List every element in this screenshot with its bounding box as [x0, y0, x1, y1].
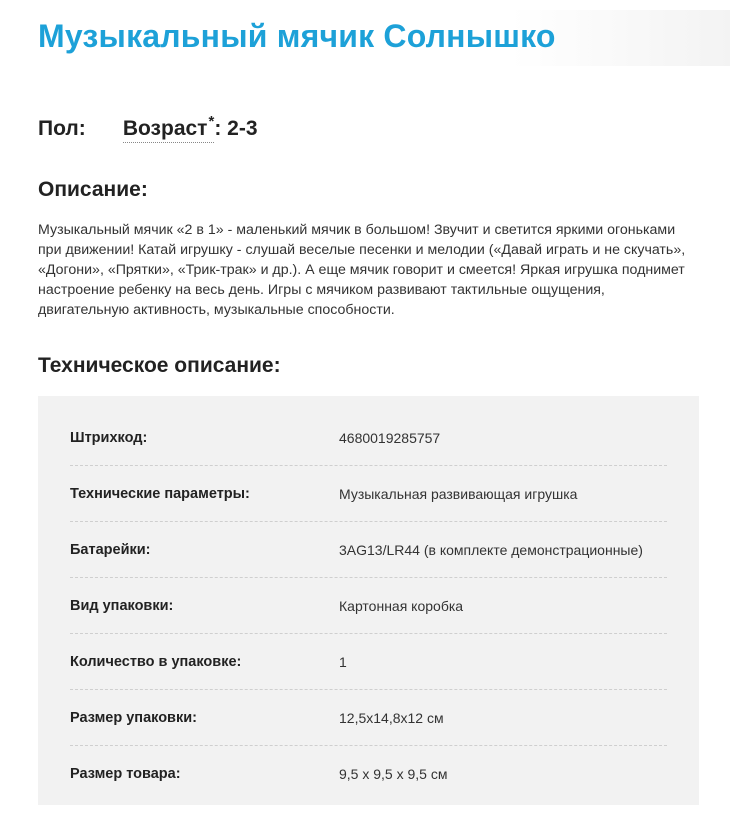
- spec-label: Технические параметры:: [70, 486, 250, 502]
- spec-row-package-type: [70, 578, 667, 634]
- spec-value: 3AG13/LR44 (в комплекте демонстрационные): [339, 542, 643, 558]
- tech-description-heading: Техническое описание:: [38, 354, 281, 377]
- spec-row-batteries: [70, 522, 667, 578]
- spec-row-package-size: [70, 690, 667, 746]
- spec-table: [38, 396, 699, 805]
- spec-label: Размер упаковки:: [70, 710, 197, 726]
- spec-row-product-size: [70, 746, 667, 802]
- age-label[interactable]: [122, 113, 215, 143]
- spec-label: Количество в упаковке:: [70, 654, 242, 670]
- spec-value: Музыкальная развивающая игрушка: [339, 486, 578, 502]
- age-asterisk: *: [208, 113, 215, 130]
- age-label-text: Возраст: [122, 117, 208, 140]
- spec-value: 12,5x14,8x12 см: [339, 710, 444, 726]
- description-heading: Описание:: [38, 178, 148, 201]
- spec-value: 4680019285757: [339, 430, 441, 446]
- age-value: : 2-3: [214, 117, 258, 140]
- spec-label: Батарейки:: [70, 542, 151, 558]
- spec-row-quantity: [70, 634, 667, 690]
- spec-label: Штрихкод:: [70, 430, 148, 446]
- spec-label: Вид упаковки:: [70, 598, 174, 614]
- spec-row-barcode: [70, 410, 667, 466]
- spec-label: Размер товара:: [70, 766, 181, 782]
- gender-label: Пол:: [38, 117, 86, 140]
- spec-value: 9,5 x 9,5 x 9,5 см: [339, 766, 448, 782]
- spec-value: Картонная коробка: [339, 598, 464, 614]
- product-title: Музыкальный мячик Солнышко: [38, 18, 556, 54]
- product-meta: [38, 113, 258, 141]
- description-text: Музыкальный мячик «2 в 1» - маленький мячик в большом! Звучит и светится яркими огоньками при движении! Катай игрушку - слушай веселые песенки и мелодии («Давай играть и не скучать», «Догони», «Прятки», «Трик-трак» и др.). А еще мячик говорит и смеется! Яркая игрушка поднимет настроение ребенку на весь день. Игры с мячиком развивают тактильные ощущения, двигательную активность, музыкальные способности.: [38, 222, 686, 318]
- spec-row-tech-params: [70, 466, 667, 522]
- spec-value: 1: [339, 654, 347, 670]
